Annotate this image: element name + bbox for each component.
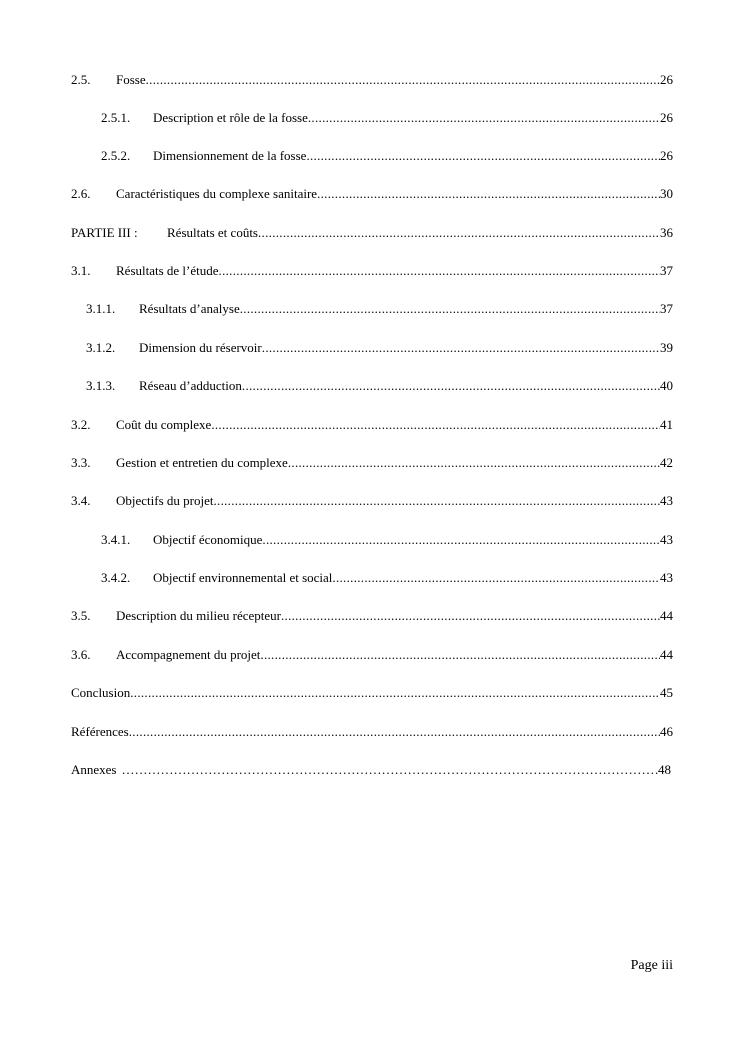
toc-entry-title: Réseau d’adduction [139, 378, 242, 393]
toc-entry-3-4-1[interactable] [101, 531, 673, 549]
toc-leader-dots [288, 454, 660, 472]
page-number-footer: Page iii [630, 958, 673, 973]
toc-entry-2-5-2[interactable] [101, 147, 673, 165]
toc-leader-dots [260, 646, 660, 664]
toc-entry-title: Annexes [71, 762, 117, 777]
toc-entry-number: PARTIE III : [71, 225, 138, 240]
toc-entry-number: 3.1. [71, 263, 91, 278]
toc-entry-number: 3.1.3. [86, 378, 116, 393]
toc-entry-title: Résultats et coûts [167, 225, 258, 240]
toc-entry-title: Description du milieu récepteur [116, 608, 281, 623]
toc-entry-page: 39 [660, 340, 673, 355]
toc-entry-3-4-2[interactable] [101, 569, 673, 587]
toc-leader-dots [262, 531, 660, 549]
toc-entry-page: 43 [660, 493, 673, 508]
toc-leader-dots [146, 71, 660, 89]
toc-entry-2-5[interactable] [71, 71, 673, 89]
toc-entry-number: 3.4.2. [101, 570, 131, 585]
toc-entry-title: Dimensionnement de la fosse [153, 148, 307, 163]
toc-entry-title: Références [71, 724, 129, 739]
toc-entry-3-2[interactable] [71, 416, 673, 434]
toc-entry-3-1[interactable] [71, 262, 673, 280]
toc-leader-dots [317, 185, 660, 203]
toc-leader-dots [332, 569, 660, 587]
toc-leader-dots [129, 723, 660, 741]
toc-entry-page: 44 [660, 608, 673, 623]
toc-entry-number: 2.6. [71, 186, 91, 201]
toc-entry-title: Fosse [116, 72, 146, 87]
toc-entry-conclusion[interactable] [71, 684, 673, 702]
toc-entry-title: Accompagnement du projet [116, 647, 261, 662]
toc-entry-3-1-2[interactable] [86, 339, 673, 357]
toc-entry-partie-3[interactable] [71, 224, 673, 242]
toc-entry-annexes[interactable] [71, 761, 671, 779]
toc-entry-3-4[interactable] [71, 492, 673, 510]
toc-entry-title: Objectifs du projet [116, 493, 214, 508]
toc-entry-number: 3.1.1. [86, 301, 116, 316]
toc-leader-dots [240, 300, 660, 318]
toc-leader-dots [262, 339, 660, 357]
toc-entry-title: Objectif économique [153, 532, 263, 547]
toc-leader-dots [219, 262, 660, 280]
toc-leader-dots [130, 684, 660, 702]
toc-entry-3-1-3[interactable] [86, 377, 673, 395]
toc-entry-page: 40 [660, 378, 673, 393]
toc-leader-dots [211, 416, 660, 434]
toc-entry-title: Dimension du réservoir [139, 340, 262, 355]
toc-entry-title: Description et rôle de la fosse [153, 110, 308, 125]
toc-entry-title: Gestion et entretien du complexe [116, 455, 288, 470]
toc-entry-page: 26 [660, 148, 673, 163]
toc-entry-page: 43 [660, 570, 673, 585]
toc-leader-dots [281, 607, 660, 625]
toc-leader-dots [122, 761, 659, 779]
toc-entry-page: 26 [660, 72, 673, 87]
toc-leader-dots [306, 147, 660, 165]
toc-entry-number: 2.5.1. [101, 110, 131, 125]
toc-entry-2-6[interactable] [71, 185, 673, 203]
toc-entry-page: 44 [660, 647, 673, 662]
toc-entry-references[interactable] [71, 723, 673, 741]
toc-entry-title: Objectif environnemental et social [153, 570, 333, 585]
toc-entry-title: Résultats de l’étude [116, 263, 219, 278]
toc-entry-page: 37 [660, 301, 673, 316]
toc-entry-number: 3.4.1. [101, 532, 131, 547]
toc-entry-page: 36 [660, 225, 673, 240]
toc-entry-number: 3.2. [71, 417, 91, 432]
toc-entry-page: 46 [660, 724, 673, 739]
toc-entry-number: 2.5. [71, 72, 91, 87]
toc-leader-dots [308, 109, 660, 127]
toc-entry-number: 3.4. [71, 493, 91, 508]
toc-entry-title: Résultats d’analyse [139, 301, 240, 316]
toc-entry-number: 3.1.2. [86, 340, 116, 355]
toc-entry-number: 3.6. [71, 647, 91, 662]
toc-entry-2-5-1[interactable] [101, 109, 673, 127]
toc-entry-3-5[interactable] [71, 607, 673, 625]
toc-entry-number: 3.3. [71, 455, 91, 470]
toc-entry-title: Coût du complexe [116, 417, 212, 432]
toc-leader-dots [213, 492, 660, 510]
toc-entry-title: Conclusion [71, 685, 131, 700]
toc-entry-3-1-1[interactable] [86, 300, 673, 318]
toc-entry-page: 30 [660, 186, 673, 201]
toc-entry-3-3[interactable] [71, 454, 673, 472]
toc-entry-number: 3.5. [71, 608, 91, 623]
toc-entry-title: Caractéristiques du complexe sanitaire [116, 186, 318, 201]
toc-entry-number: 2.5.2. [101, 148, 131, 163]
toc-entry-page: 42 [660, 455, 673, 470]
toc-entry-3-6[interactable] [71, 646, 673, 664]
toc-entry-page: 43 [660, 532, 673, 547]
toc-entry-page: 41 [660, 417, 673, 432]
toc-entry-page: 48 [658, 762, 671, 777]
toc-leader-dots [258, 224, 660, 242]
toc-entry-page: 45 [660, 685, 673, 700]
toc-entry-page: 37 [660, 263, 673, 278]
toc-leader-dots [242, 377, 660, 395]
toc-entry-page: 26 [660, 110, 673, 125]
